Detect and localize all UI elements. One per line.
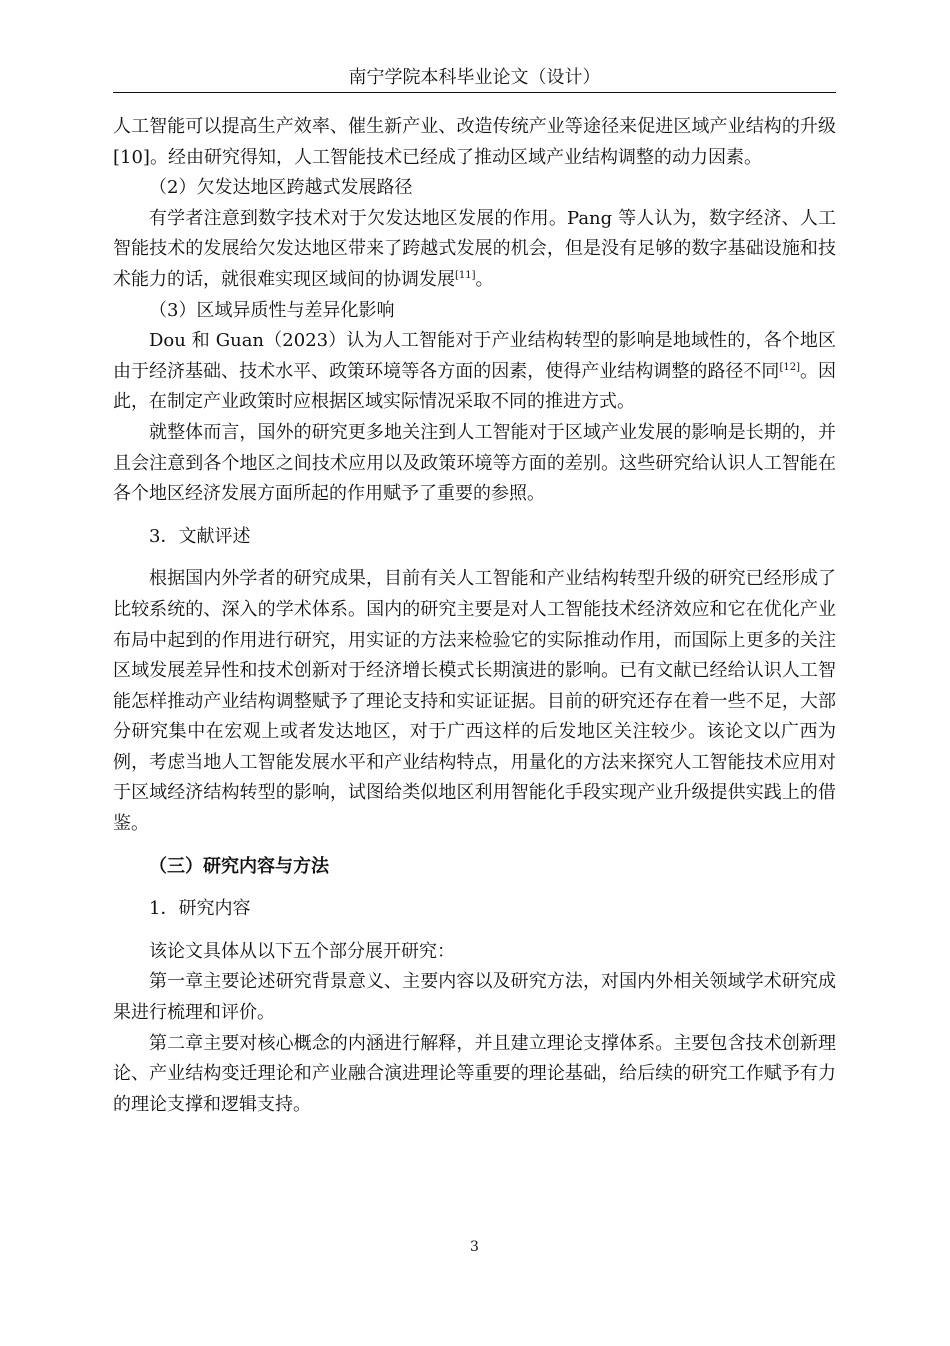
paragraph-text: Dou 和 Guan（2023）认为人工智能对于产业结构转型的影响是地域性的，各个地区由于经济基础、技术水平、政策环境等各方面的因素，使得产业结构调整的路径不同 (113, 330, 836, 382)
subheading-regional-heterogeneity: （3）区域异质性与差异化影响 (149, 299, 395, 321)
subheading-research-content: 1．研究内容 (149, 898, 251, 920)
document-body (113, 112, 836, 1120)
subheading-literature-review: 3．文献评述 (149, 525, 251, 547)
paragraph-ai-upgrade: 人工智能可以提高生产效率、催生新产业、改造传统产业等途径来促进区域产业结构的升级[10]。经由研究得知，人工智能技术已经成了推动区域产业结构调整的动力因素。 (113, 116, 836, 168)
paragraph-text: 。因此，在制定产业政策时应根据区域实际情况采取不同的推进方式。 (113, 360, 837, 413)
header-rule (113, 92, 836, 93)
paragraph-text: 。 (475, 268, 494, 290)
paragraph-chapter-one: 第一章主要论述研究背景意义、主要内容以及研究方法，对国内外相关领域学术研究成果进行梳理和评价。 (113, 971, 836, 1024)
paragraph-chapter-two: 第二章主要对核心概念的内涵进行解释，并且建立理论支撑体系。主要包含技术创新理论、产业结构变迁理论和产业融合演进理论等重要的理论基础，给后续的研究工作赋予有力的理论支撑和逻辑支持。 (113, 1032, 836, 1115)
subheading-leapfrog-path: （2）欠发达地区跨越式发展路径 (149, 177, 413, 199)
paragraph-dou-guan (113, 326, 836, 418)
section-heading-content-methods: （三）研究内容与方法 (149, 855, 329, 877)
paragraph-digital-tech (113, 204, 836, 296)
page-number: 3 (470, 1239, 479, 1255)
citation-ref: [12] (779, 361, 800, 373)
paragraph-text: 有学者注意到数字技术对于欠发达地区发展的作用。Pang 等人认为，数字经济、人工智能技术的发展给欠发达地区带来了跨越式发展的机会，但是没有足够的数字基础设施和技术能力的话，就很难实现区域间的协调发展 (113, 207, 836, 290)
page-header-title: 南宁学院本科毕业论文（设计） (348, 67, 601, 88)
citation-ref: [11] (455, 269, 476, 281)
paragraph-foreign-summary: 就整体而言，国外的研究更多地关注到人工智能对于区域产业发展的影响是长期的，并且会注意到各个地区之间技术应用以及政策环境等方面的差别。这些研究给认识人工智能在各个地区经济发展方面所起的作用赋予了重要的参照。 (113, 421, 836, 505)
paragraph-five-parts: 该论文具体从以下五个部分展开研究： (149, 940, 455, 962)
paragraph-literature-review: 根据国内外学者的研究成果，目前有关人工智能和产业结构转型升级的研究已经形成了比较系统的、深入的学术体系。国内的研究主要是对人工智能技术经济效应和它在优化产业布局中起到的作用进行研究，用实证的方法来检验它的实际推动作用，而国际上更多的关注区域发展差异性和技术创新对于经济增长模式长期演进的影响。已有文献已经给认识人工智能怎样推动产业结构调整赋予了理论支持和实证证据。目前的研究还存在着一些不足，大部分研究集中在宏观上或者发达地区，对于广西这样的后发地区关注较少。该论文以广西为例，考虑当地人工智能发展水平和产业结构特点，用量化的方法来探究人工智能技术应用对于区域经济结构转型的影响，试图给类似地区利用智能化手段实现产业升级提供实践上的借鉴。 (113, 568, 836, 835)
